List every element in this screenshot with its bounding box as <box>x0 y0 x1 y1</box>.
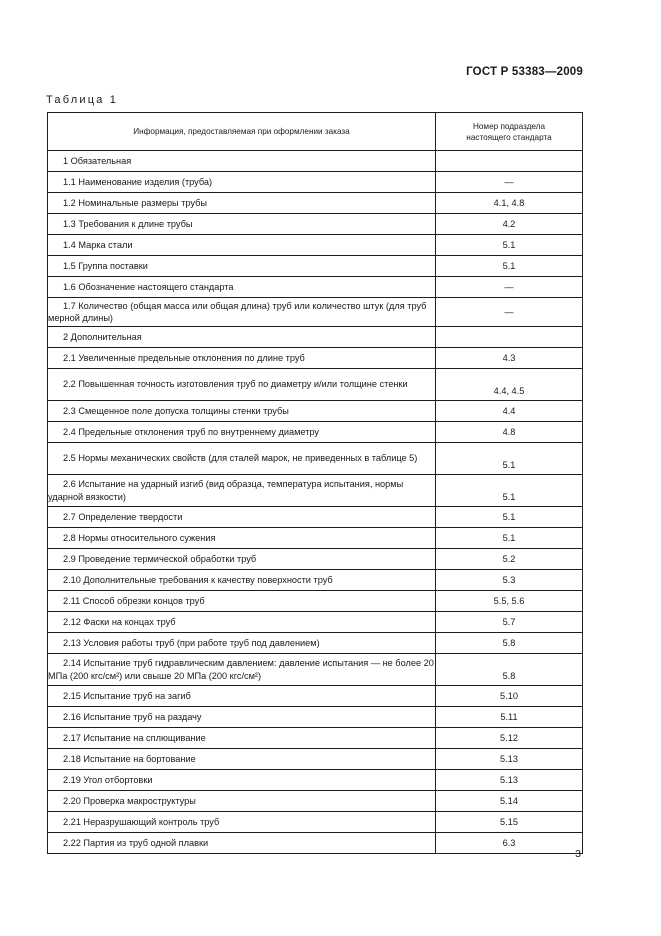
table-row <box>48 172 583 193</box>
requirement-cell: 1.7 Количество (общая масса или общая длина) труб или количество штук (для труб мерной длины) <box>48 298 436 327</box>
table-row <box>48 348 583 369</box>
requirement-cell: 1 Обязательная <box>48 151 436 172</box>
table-row <box>48 591 583 612</box>
subsection-ref-cell: 5.2 <box>436 549 583 570</box>
requirement-cell: 2.19 Угол отбортовки <box>48 770 436 791</box>
table-row <box>48 475 583 507</box>
requirement-cell: 2.5 Нормы механических свойств (для сталей марок, не приведенных в таблице 5) <box>48 443 436 475</box>
requirement-cell: 1.3 Требования к длине трубы <box>48 214 436 235</box>
standard-designation: ГОСТ Р 53383—2009 <box>466 66 583 78</box>
table-row <box>48 401 583 422</box>
table-row <box>48 369 583 401</box>
requirement-cell: 2.17 Испытание на сплющивание <box>48 728 436 749</box>
requirement-cell: 2.21 Неразрушающий контроль труб <box>48 812 436 833</box>
page-number: 3 <box>575 848 581 860</box>
requirement-cell: 2.20 Проверка макроструктуры <box>48 791 436 812</box>
subsection-ref-cell: — <box>436 298 583 327</box>
table-row <box>48 214 583 235</box>
table-row <box>48 256 583 277</box>
subsection-ref-cell: 5.14 <box>436 791 583 812</box>
requirement-cell: 1.6 Обозначение настоящего стандарта <box>48 277 436 298</box>
subsection-ref-cell: 5.8 <box>436 633 583 654</box>
requirement-cell: 1.2 Номинальные размеры трубы <box>48 193 436 214</box>
requirement-cell: 2.6 Испытание на ударный изгиб (вид образца, температура испытания, нормы ударной вязкости) <box>48 475 436 507</box>
subsection-ref-cell: 5.3 <box>436 570 583 591</box>
subsection-ref-cell: 5.15 <box>436 812 583 833</box>
table-row <box>48 235 583 256</box>
requirement-cell: 2.16 Испытание труб на раздачу <box>48 707 436 728</box>
subsection-ref-cell: 4.4 <box>436 401 583 422</box>
table-row <box>48 749 583 770</box>
requirement-cell: 2.22 Партия из труб одной плавки <box>48 833 436 854</box>
table-row <box>48 277 583 298</box>
requirement-cell: 2.11 Способ обрезки концов труб <box>48 591 436 612</box>
requirement-cell: 1.5 Группа поставки <box>48 256 436 277</box>
subsection-ref-cell: — <box>436 172 583 193</box>
subsection-ref-cell: 5.13 <box>436 770 583 791</box>
subsection-ref-cell: 5.7 <box>436 612 583 633</box>
table-row <box>48 707 583 728</box>
table-row <box>48 612 583 633</box>
requirement-cell: 2.14 Испытание труб гидравлическим давлением: давление испытания — не более 20 МПа (200 кгс/см²) или свыше 20 МПа (200 кгс/см²) <box>48 654 436 686</box>
table-row <box>48 528 583 549</box>
subsection-ref-cell: 4.3 <box>436 348 583 369</box>
subsection-ref-cell: 4.4, 4.5 <box>436 369 583 401</box>
subsection-ref-cell: 6.3 <box>436 833 583 854</box>
requirement-cell: 1.4 Марка стали <box>48 235 436 256</box>
subsection-ref-cell: 4.1, 4.8 <box>436 193 583 214</box>
subsection-ref-cell: 5.10 <box>436 686 583 707</box>
table-row <box>48 443 583 475</box>
requirement-cell: 2.7 Определение твердости <box>48 507 436 528</box>
subsection-ref-cell: 5.13 <box>436 749 583 770</box>
subsection-ref-cell: 5.1 <box>436 235 583 256</box>
subsection-ref-cell: 5.1 <box>436 528 583 549</box>
table-row <box>48 654 583 686</box>
subsection-ref-cell: 5.5, 5.6 <box>436 591 583 612</box>
table-section-row <box>48 327 583 348</box>
subsection-ref-cell <box>436 327 583 348</box>
requirement-cell: 2.15 Испытание труб на загиб <box>48 686 436 707</box>
requirement-cell: 2.8 Нормы относительного сужения <box>48 528 436 549</box>
subsection-ref-cell <box>436 151 583 172</box>
column-header-info: Информация, предоставляемая при оформлении заказа <box>48 113 436 151</box>
table-row <box>48 633 583 654</box>
subsection-ref-cell: 5.1 <box>436 475 583 507</box>
requirement-cell: 2.12 Фаски на концах труб <box>48 612 436 633</box>
table-row <box>48 507 583 528</box>
subsection-ref-cell: 5.1 <box>436 507 583 528</box>
subsection-ref-cell: 5.8 <box>436 654 583 686</box>
requirement-cell: 2.10 Дополнительные требования к качеству поверхности труб <box>48 570 436 591</box>
table-header-row <box>48 113 583 151</box>
subsection-ref-cell: — <box>436 277 583 298</box>
subsection-ref-cell: 4.2 <box>436 214 583 235</box>
subsection-ref-cell: 4.8 <box>436 422 583 443</box>
requirement-cell: 2.4 Предельные отклонения труб по внутреннему диаметру <box>48 422 436 443</box>
table-row <box>48 728 583 749</box>
requirement-cell: 2.13 Условия работы труб (при работе труб под давлением) <box>48 633 436 654</box>
requirement-cell: 2.2 Повышенная точность изготовления труб по диаметру и/или толщине стенки <box>48 369 436 401</box>
subsection-ref-cell: 5.1 <box>436 443 583 475</box>
subsection-ref-cell: 5.12 <box>436 728 583 749</box>
table-row <box>48 570 583 591</box>
requirement-cell: 2.18 Испытание на бортование <box>48 749 436 770</box>
requirement-cell: 2.1 Увеличенные предельные отклонения по длине труб <box>48 348 436 369</box>
table-section-row <box>48 151 583 172</box>
requirement-cell: 2.9 Проведение термической обработки труб <box>48 549 436 570</box>
order-info-table <box>47 112 583 854</box>
table-caption: Таблица 1 <box>46 94 119 106</box>
table-row <box>48 686 583 707</box>
table-row <box>48 812 583 833</box>
table-row <box>48 193 583 214</box>
requirement-cell: 1.1 Наименование изделия (труба) <box>48 172 436 193</box>
subsection-ref-cell: 5.1 <box>436 256 583 277</box>
table-row <box>48 422 583 443</box>
table-row <box>48 770 583 791</box>
table-row <box>48 791 583 812</box>
subsection-ref-cell: 5.11 <box>436 707 583 728</box>
table-body <box>48 151 583 854</box>
column-header-subsection: Номер подраздела настоящего стандарта <box>436 113 583 151</box>
table-row <box>48 833 583 854</box>
table-row <box>48 298 583 327</box>
requirement-cell: 2.3 Смещенное поле допуска толщины стенки трубы <box>48 401 436 422</box>
table-row <box>48 549 583 570</box>
requirement-cell: 2 Дополнительная <box>48 327 436 348</box>
